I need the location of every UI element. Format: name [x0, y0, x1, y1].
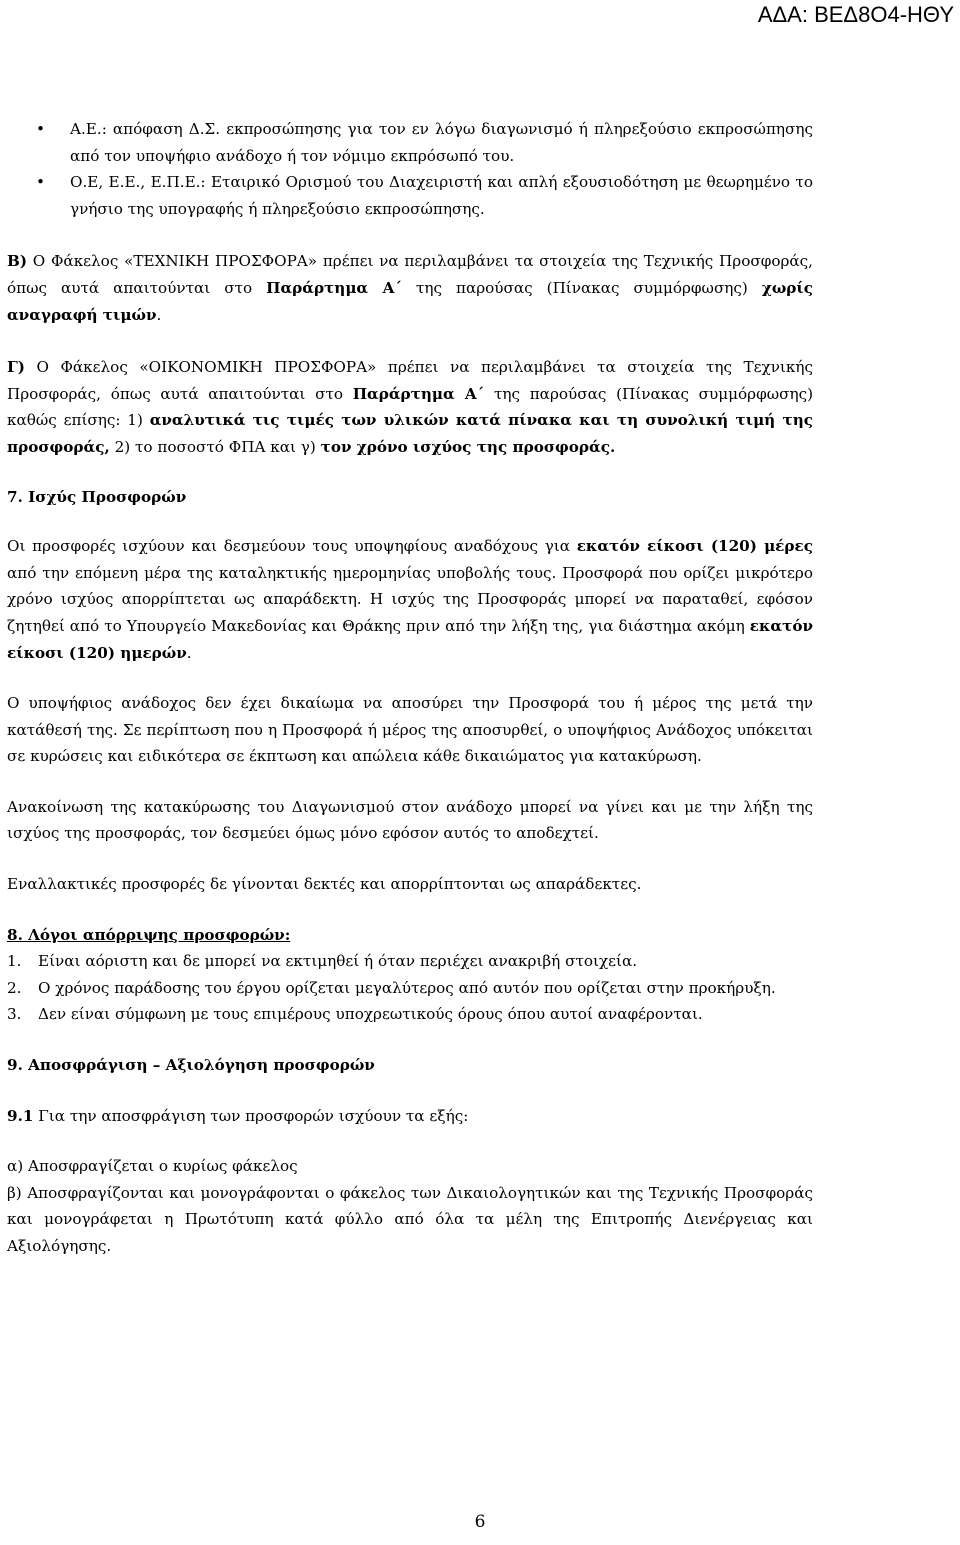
ada-code: ΑΔΑ: ΒΕΔ8Ο4-ΗΘΥ [757, 2, 954, 27]
text-run: Ο Φάκελος «ΤΕΧΝΙΚΗ ΠΡΟΣΦΟΡΑ» πρέπει να περιλαμβάνει τα στοιχεία της Τεχνικής Προσφοράς, όπως αυτά απαιτούνται στο [7, 252, 813, 297]
section-8-heading [7, 922, 813, 949]
text-run: από την επόμενη μέρα της καταληκτικής ημερομηνίας υποβολής τους. Προσφορά που ορίζει μικρότερο χρόνο ισχύος απορρίπτεται ως απαράδεκτη. Η ισχύς της Προσφοράς μπορεί να παραταθεί, εφόσον ζητηθεί από το Υπουργείο Μακεδονίας και Θράκης πριν από την λήξη της, για διάστημα ακόμη [7, 563, 813, 635]
list-item [7, 1001, 813, 1028]
paragraph-award-notice: Ανακοίνωση της κατακύρωσης του Διαγωνισμού στον ανάδοχο μπορεί να γίνει και με την λήξη της ισχύος της προσφοράς, τον δεσμεύει όμως μόνο εφόσον αυτός το αποδεχτεί. [7, 797, 813, 843]
item-b: β) Αποσφραγίζονται και μονογράφονται ο φάκελος των Δικαιολογητικών και της Τεχνικής Προσφοράς και μονογράφεται η Πρωτότυπη κατά φύλλο από όλα τα μέλη της Επιτροπής Διενέργειας και Αξιολόγησης. [7, 1183, 813, 1255]
paragraph-technical-offer [7, 248, 813, 328]
list-number: 3. [7, 1005, 22, 1024]
list-text: Είναι αόριστη και δε μπορεί να εκτιμηθεί ή όταν περιέχει ανακριβή στοιχεία. [38, 952, 638, 971]
text-run: της παρούσας (Πίνακας συμμόρφωσης) [401, 278, 762, 297]
text-run: της παρούσας (Πίνακας συμμόρφωσης) καθώς επίσης: 1) [7, 384, 814, 430]
bold-run: Παράρτημα Α΄ [352, 384, 485, 403]
label-b: Β) [7, 252, 28, 271]
section-7-heading [7, 484, 813, 511]
bold-run: χωρίς αναγραφή τιμών [7, 278, 813, 324]
subsection-number: 9.1 [7, 1106, 34, 1125]
heading-text: 9. Αποσφράγιση – Αξιολόγηση προσφορών [7, 1056, 375, 1075]
paragraph-alternative-offers: Εναλλακτικές προσφορές δε γίνονται δεκτές και απορρίπτονται ως απαράδεκτες. [7, 875, 642, 894]
label-g: Γ) [7, 358, 25, 377]
text-run: . [156, 305, 162, 324]
bold-run: εκατόν είκοσι (120) ημερών [7, 616, 813, 662]
text-run: 2) το ποσοστό ΦΠΑ και γ) [109, 437, 321, 456]
bullet-item [7, 116, 813, 169]
list-text: Δεν είναι σύμφωνη με τους επιμέρους υποχρεωτικούς όρους όπου αυτοί αναφέρονται. [38, 1005, 703, 1024]
list-text: Ο χρόνος παράδοσης του έργου ορίζεται μεγαλύτερος από αυτόν που ορίζεται στην προκήρυξη. [38, 978, 776, 997]
paragraph-financial-offer [7, 354, 813, 460]
bold-run: Παράρτημα Α΄ [266, 278, 402, 297]
subsection-9-1 [7, 1103, 813, 1130]
paragraph-validity [7, 533, 813, 666]
list-item [7, 975, 813, 1002]
bold-run: αναλυτικά τις τιμές των υλικών κατά πίνακα και τη συνολική τιμή της προσφοράς, [7, 411, 814, 456]
text-run: Για την αποσφράγιση των προσφορών ισχύουν τα εξής: [33, 1106, 469, 1125]
text-run: Ο Φάκελος «ΟΙΚΟΝΟΜΙΚΗ ΠΡΟΣΦΟΡΑ» πρέπει να περιλαμβάνει τα στοιχεία της Τεχνικής Προσφοράς, όπως αυτά απαιτούνται στο [7, 358, 813, 403]
document-body [7, 116, 813, 1260]
heading-text: 7. Ισχύς Προσφορών [7, 487, 187, 506]
list-item [7, 948, 813, 975]
bold-run: εκατόν είκοσι (120) μέρες [576, 537, 813, 556]
bullet-item [7, 169, 813, 222]
bullet-text: Α.Ε.: απόφαση Δ.Σ. εκπροσώπησης για τον εν λόγω διαγωνισμό ή πληρεξούσιο εκπροσώπησης από τον υποψήφιο ανάδοχο ή τον νόμιμο εκπρόσωπό του. [70, 120, 813, 165]
bullet-text: Ο.Ε, Ε.Ε., Ε.Π.Ε.: Εταιρικό Ορισμού του Διαχειριστή και απλή εξουσιοδότηση με θεωρημένο το γνήσιο της υπογραφής ή πληρεξούσιο εκπροσώπησης. [70, 173, 813, 218]
text-run: . [186, 643, 192, 662]
list-number: 1. [7, 952, 22, 971]
list-number: 2. [7, 978, 22, 997]
bold-run: τον χρόνο ισχύος της προσφοράς. [320, 437, 616, 456]
section-9-heading [7, 1052, 813, 1079]
bullet-marker: • [36, 173, 45, 192]
text-run: Οι προσφορές ισχύουν και δεσμεύουν τους υποψηφίους αναδόχους για [7, 537, 577, 556]
page-number: 6 [474, 1512, 486, 1532]
item-a: α) Αποσφραγίζεται ο κυρίως φάκελος [7, 1157, 298, 1176]
heading-text: 8. Λόγοι απόρριψης προσφορών: [7, 925, 291, 944]
bullet-marker: • [36, 120, 45, 138]
paragraph-withdrawal: Ο υποψήφιος ανάδοχος δεν έχει δικαίωμα να αποσύρει την Προσφορά του ή μέρος της μετά την κατάθεσή της. Σε περίπτωση που η Προσφορά ή μέρος της αποσυρθεί, ο υποψήφιος Ανάδοχος υπόκειται σε κυρώσεις και ειδικότερα σε έκπτωση και απώλεια κάθε δικαιώματος για κατακύρωση. [7, 694, 813, 766]
